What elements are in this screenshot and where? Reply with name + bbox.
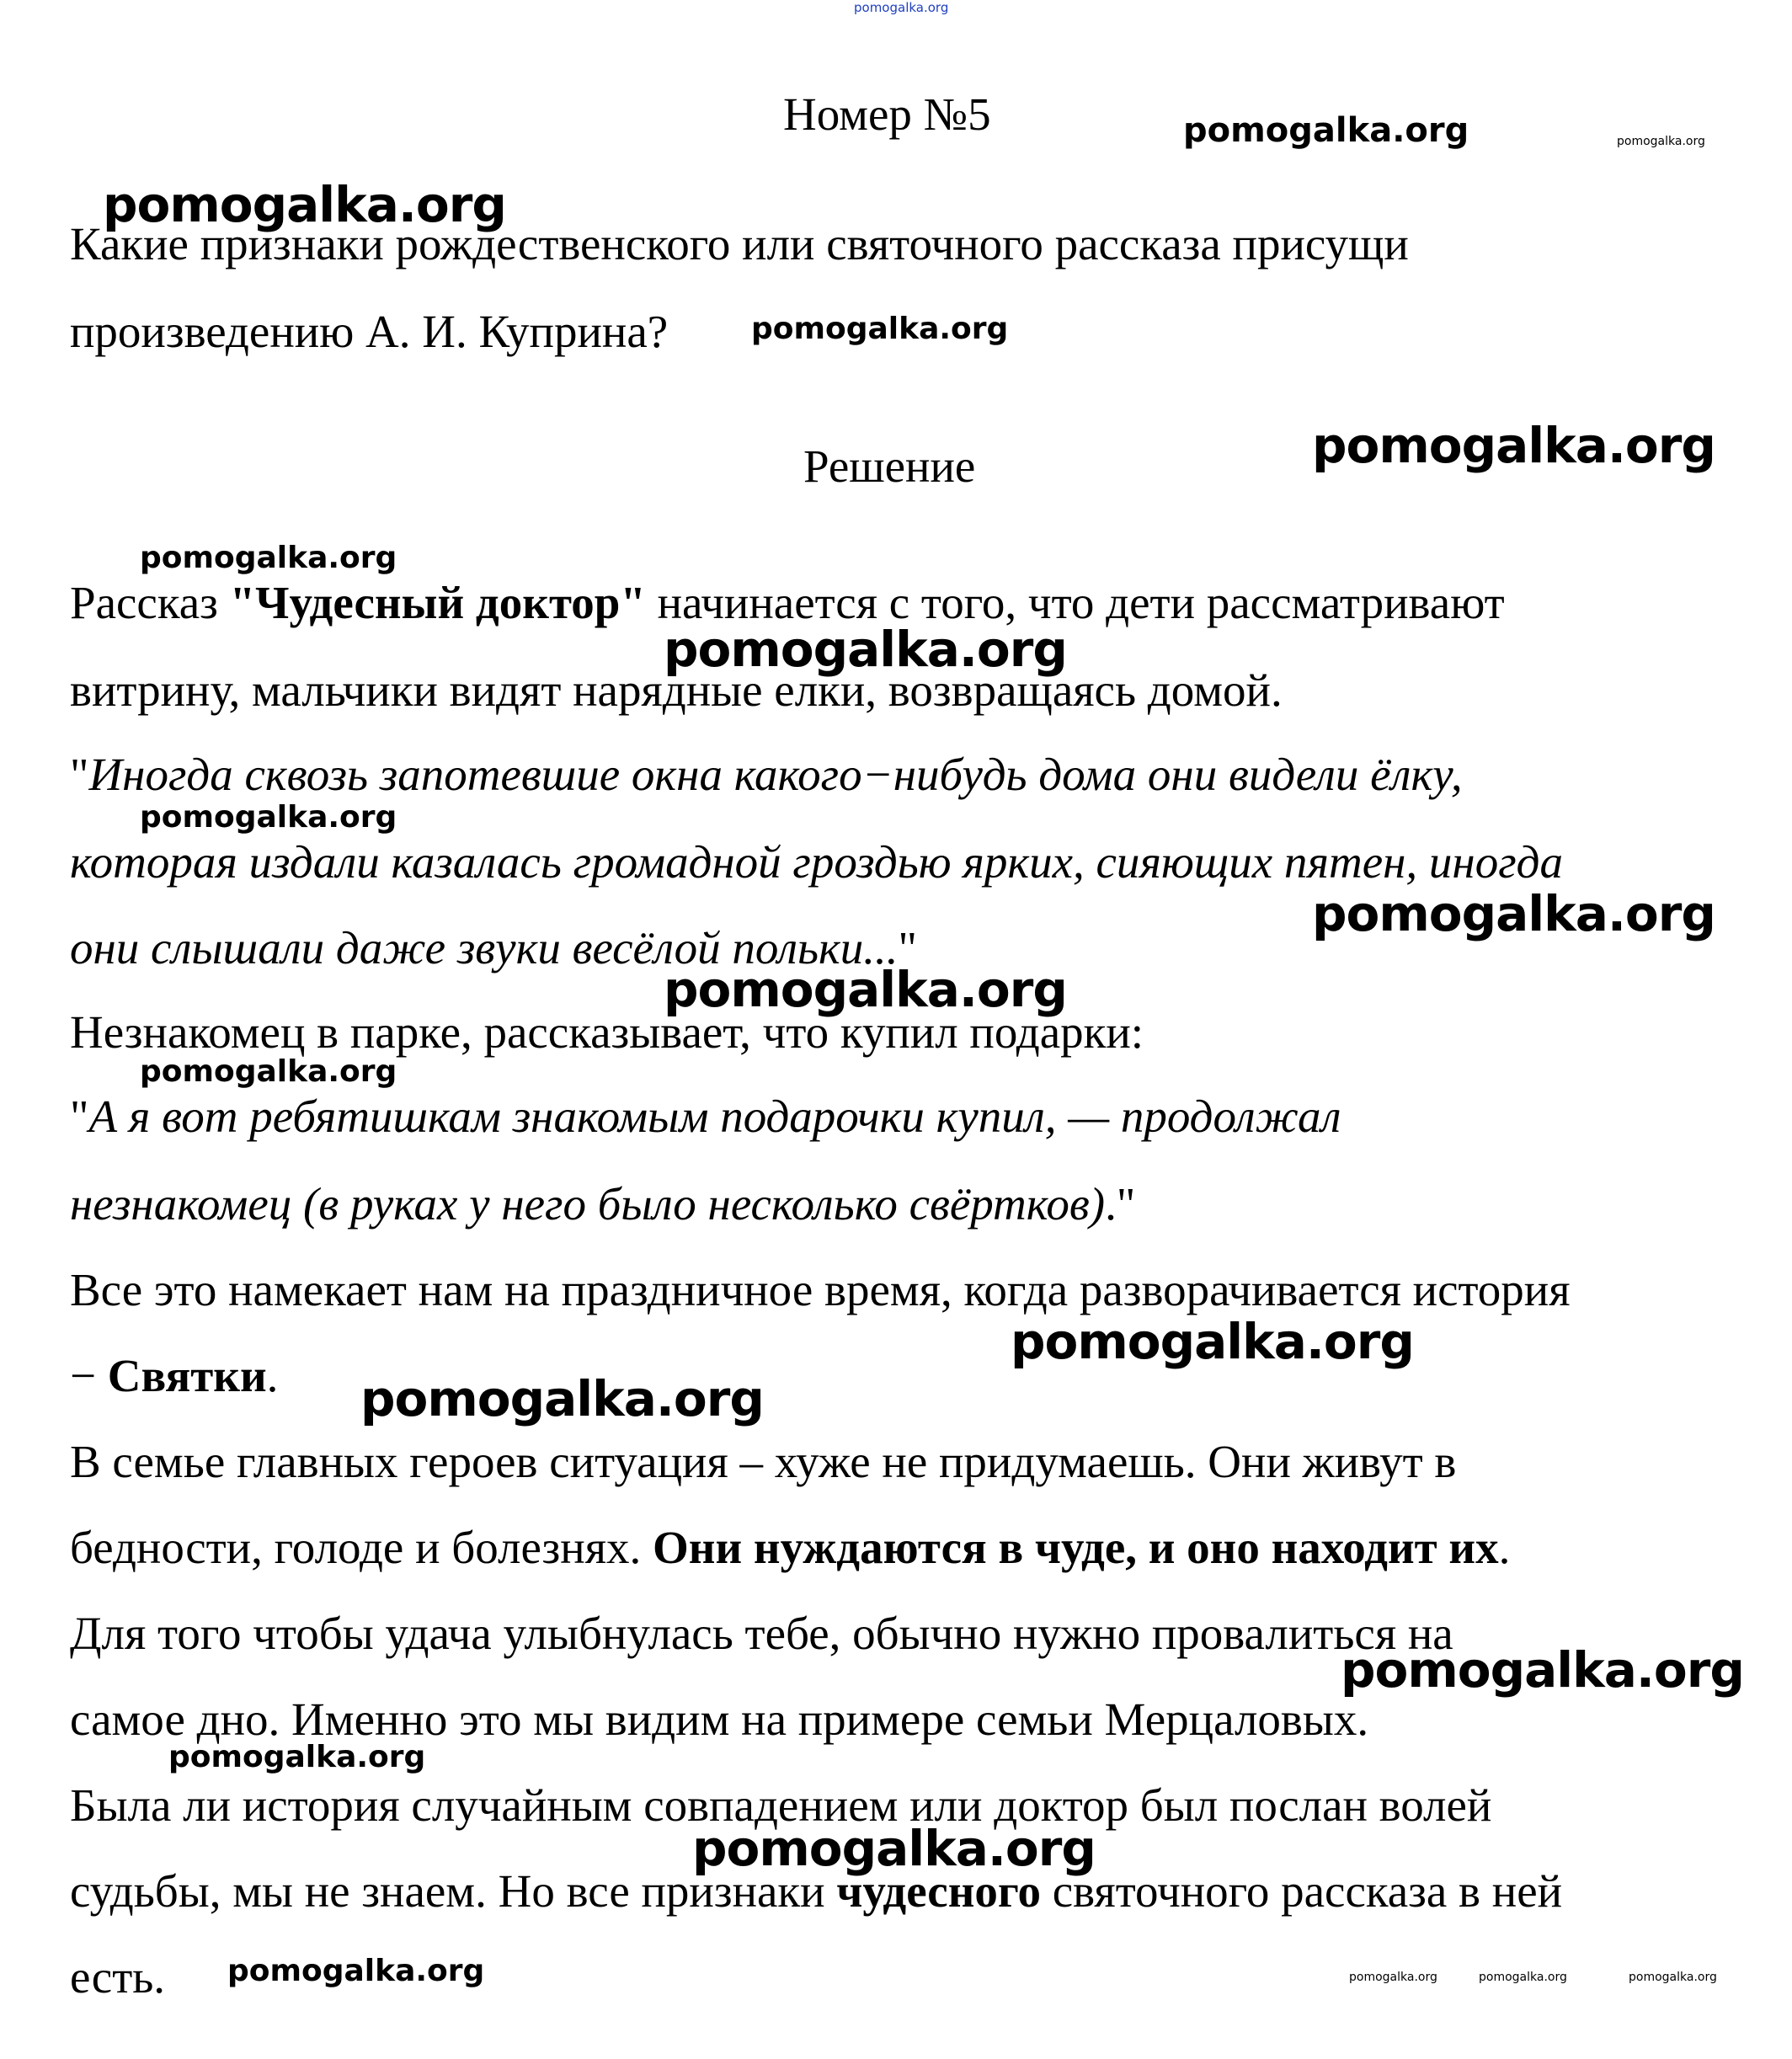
quote-2-close: ." — [1105, 1178, 1136, 1230]
paragraph-4-line-2 — [70, 1521, 1510, 1575]
p4-end: . — [1498, 1522, 1511, 1573]
quote-1-text-1: Иногда сквозь запотевшие окна какого−нибудь дома они видели ёлку, — [88, 749, 1463, 800]
watermark: pomogalka.org — [1011, 1313, 1414, 1370]
watermark: pomogalka.org — [360, 1370, 764, 1427]
paragraph-2: Незнакомец в парке, рассказывает, что купил подарки: — [70, 1006, 1144, 1058]
p4-bold-phrase: Они нуждаются в чуде, и оно находит их — [653, 1522, 1499, 1573]
quote-1-line-1 — [70, 748, 1463, 802]
watermark: pomogalka.org — [140, 800, 397, 835]
watermark: pomogalka.org — [140, 541, 397, 575]
quote-2-line-1 — [70, 1090, 1341, 1144]
watermark: pomogalka.org — [1341, 1641, 1744, 1699]
watermark: pomogalka.org — [227, 1954, 485, 1988]
quote-2-open: " — [70, 1091, 89, 1142]
quote-1-text-3: они слышали даже звуки весёлой польки... — [70, 922, 899, 973]
paragraph-3-line-2 — [70, 1349, 278, 1403]
paragraph-5-line-3: есть. — [70, 1951, 166, 2003]
p5-text-c: святочного рассказа в ней — [1041, 1865, 1563, 1917]
quote-1-line-2: которая издали казалась громадной гроздью ярких, сияющих пятен, иногда — [70, 836, 1563, 888]
watermark: pomogalka.org — [692, 1820, 1096, 1877]
watermark: pomogalka.org — [168, 1740, 426, 1774]
quote-2-text-1: А я вот ребятишкам знакомым подарочки купил, — продолжал — [88, 1091, 1341, 1142]
watermark: pomogalka.org — [1479, 1971, 1567, 1984]
watermark: pomogalka.org — [1312, 885, 1715, 942]
watermark: pomogalka.org — [1312, 417, 1715, 474]
paragraph-4-line-4: самое дно. Именно это мы видим на примере семьи Мерцаловых. — [70, 1694, 1369, 1745]
page-title: Номер №5 — [783, 88, 991, 140]
p1-story-title: "Чудесный доктор" — [229, 577, 646, 628]
watermark: pomogalka.org — [751, 312, 1009, 346]
p3-end: . — [266, 1350, 279, 1401]
p1-text-a: Рассказ — [70, 577, 230, 628]
watermark: pomogalka.org — [1183, 111, 1469, 150]
quote-2-line-2 — [70, 1177, 1135, 1231]
p4-text-a: бедности, голоде и болезнях. — [70, 1522, 653, 1573]
p1-text-c: начинается с того, что дети рассматривают — [645, 577, 1505, 628]
watermark: pomogalka.org — [1349, 1971, 1437, 1984]
top-site-tag: pomogalka.org — [854, 0, 949, 15]
solution-heading: Решение — [803, 440, 976, 492]
paragraph-1-line-2: витрину, мальчики видят нарядные елки, возвращаясь домой. — [70, 664, 1283, 716]
p5-bold-word: чудесного — [836, 1865, 1041, 1917]
watermark: pomogalka.org — [103, 176, 506, 233]
p3-dash: − — [70, 1350, 108, 1401]
p3-svyatki: Святки — [107, 1350, 267, 1401]
question-line-1: Какие признаки рождественского или святочного рассказа присущи — [70, 218, 1409, 269]
quote-2-text-2: незнакомец (в руках у него было несколько свёртков) — [70, 1178, 1106, 1230]
quote-1-open: " — [70, 749, 89, 800]
watermark: pomogalka.org — [1629, 1971, 1717, 1984]
paragraph-3-line-1: Все это намекает нам на праздничное время, когда разворачивается история — [70, 1264, 1571, 1315]
p5-text-a: судьбы, мы не знаем. Но все признаки — [70, 1865, 837, 1917]
question-line-2: произведению А. И. Куприна? — [70, 306, 669, 357]
watermark: pomogalka.org — [1617, 135, 1705, 148]
watermark: pomogalka.org — [140, 1054, 397, 1089]
paragraph-5-line-1: Была ли история случайным совпадением или доктор был послан волей — [70, 1779, 1492, 1831]
quote-1-close: " — [898, 922, 917, 973]
paragraph-4-line-3: Для того чтобы удача улыбнулась тебе, обычно нужно провалиться на — [70, 1608, 1453, 1659]
paragraph-4-line-1: В семье главных героев ситуация – хуже не придумаешь. Они живут в — [70, 1436, 1457, 1487]
watermark: pomogalka.org — [664, 621, 1067, 678]
watermark: pomogalka.org — [664, 961, 1067, 1018]
